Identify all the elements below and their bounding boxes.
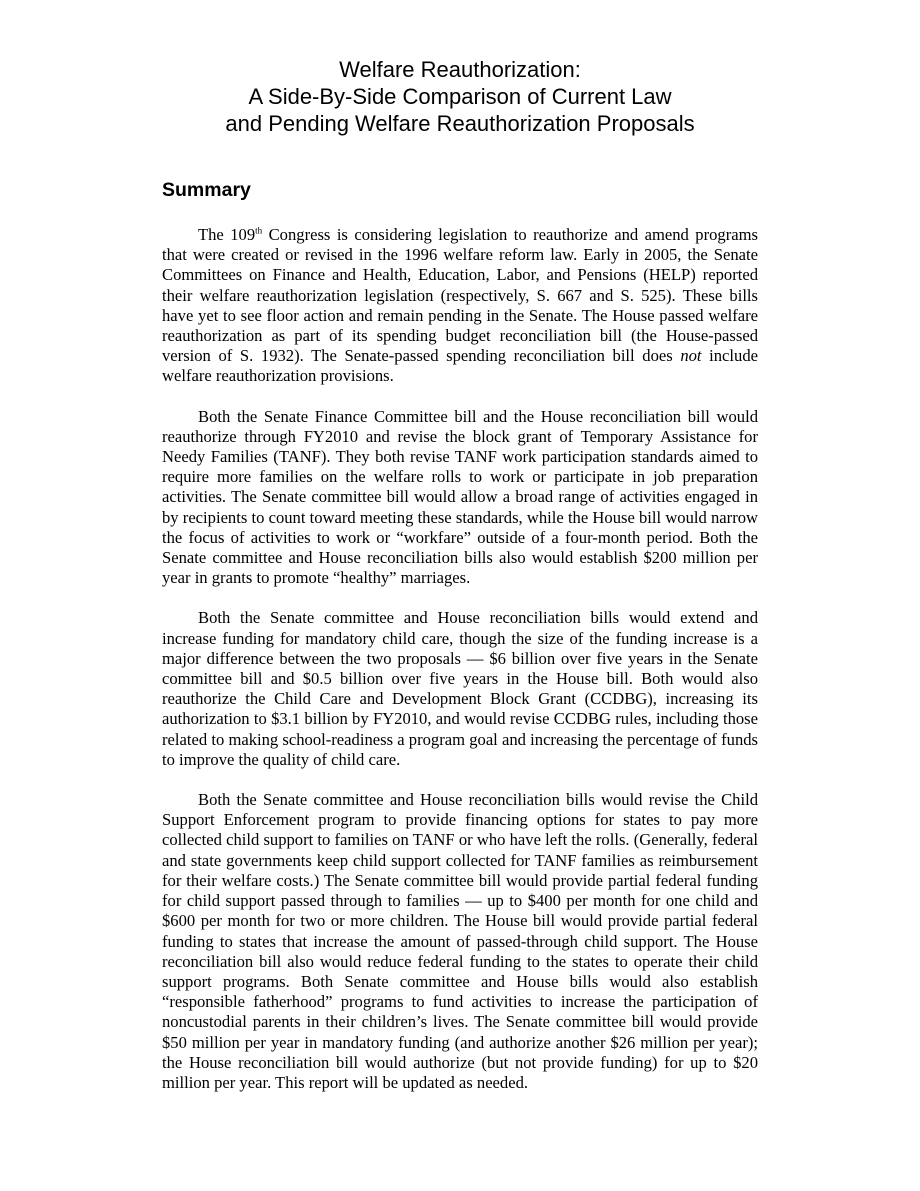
p1-text-b: include welfare reauthorization provisions. bbox=[162, 346, 758, 386]
document-title bbox=[162, 56, 758, 137]
document-page bbox=[162, 56, 758, 1093]
p1-text-a: Congress is considering legislation to reauthorize and amend programs that were created or revised in the 1996 welfare reform law. Early in 2005, the Senate Committees on Finance and Health, Education, Labor, and Pensions (HELP) reported their welfare reauthorization legislation (respectively, S. 667 and S. 525). These bills have yet to see floor action and remain pending in the Senate. The House passed welfare reauthorization as part of its spending budget reconciliation bill (the House-passed version of S. 1932). The Senate-passed spending reconciliation bill does bbox=[162, 225, 758, 366]
summary-heading: Summary bbox=[162, 179, 251, 201]
summary-paragraph-4: Both the Senate committee and House reconciliation bills would revise the Child Support Enforcement program to provide financing options for states to pay more collected child support to families on TANF or who have left the rolls. (Generally, federal and state governments keep child support collected for TANF families as reimbursement for their welfare costs.) The Senate committee bill would provide partial federal funding for child support passed through to families — up to $400 per month for one child and $600 per month for two or more children. The House bill would provide partial federal funding to states that increase the amount of passed-through child support. The House reconciliation bill also would reduce federal funding to the states to operate their child support programs. Both Senate committee and House bills would also establish “responsible fatherhood” programs to fund activities to increase the participation of noncustodial parents in their children’s lives. The Senate committee bill would provide $50 million per year in mandatory funding (and authorize another $26 million per year); the House reconciliation bill would authorize (but not provide funding) for up to $20 million per year. This report will be updated as needed. bbox=[162, 790, 758, 1092]
summary-paragraph-3: Both the Senate committee and House reconciliation bills would extend and increase funding for mandatory child care, though the size of the funding increase is a major difference between the two proposals — $6 billion over five years in the Senate committee bill and $0.5 billion over five years in the House bill. Both would also reauthorize the Child Care and Development Block Grant (CCDBG), increasing its authorization to $3.1 billion by FY2010, and would revise CCDBG rules, including those related to making school-readiness a program goal and increasing the percentage of funds to improve the quality of child care. bbox=[162, 608, 758, 769]
summary-paragraph-2: Both the Senate Finance Committee bill and the House reconciliation bill would reauthorize through FY2010 and revise the block grant of Temporary Assistance for Needy Families (TANF). They both revise TANF work participation standards aimed to require more families on the welfare rolls to work or participate in job preparation activities. The Senate committee bill would allow a broad range of activities engaged in by recipients to count toward meeting these standards, while the House bill would narrow the focus of activities to work or “workfare” outside of a four-month period. Both the Senate committee and House reconciliation bills also would establish $200 million per year in grants to promote “healthy” marriages. bbox=[162, 406, 758, 588]
title-line-3: and Pending Welfare Reauthorization Proposals bbox=[225, 111, 695, 136]
p1-ordinal-superscript: th bbox=[255, 225, 263, 236]
p1-lead: The 109 bbox=[198, 225, 256, 244]
title-line-1: Welfare Reauthorization: bbox=[339, 57, 581, 82]
p1-emphasis: not bbox=[680, 346, 702, 366]
summary-paragraph-1 bbox=[162, 225, 758, 387]
title-line-2: A Side-By-Side Comparison of Current Law bbox=[248, 84, 672, 109]
